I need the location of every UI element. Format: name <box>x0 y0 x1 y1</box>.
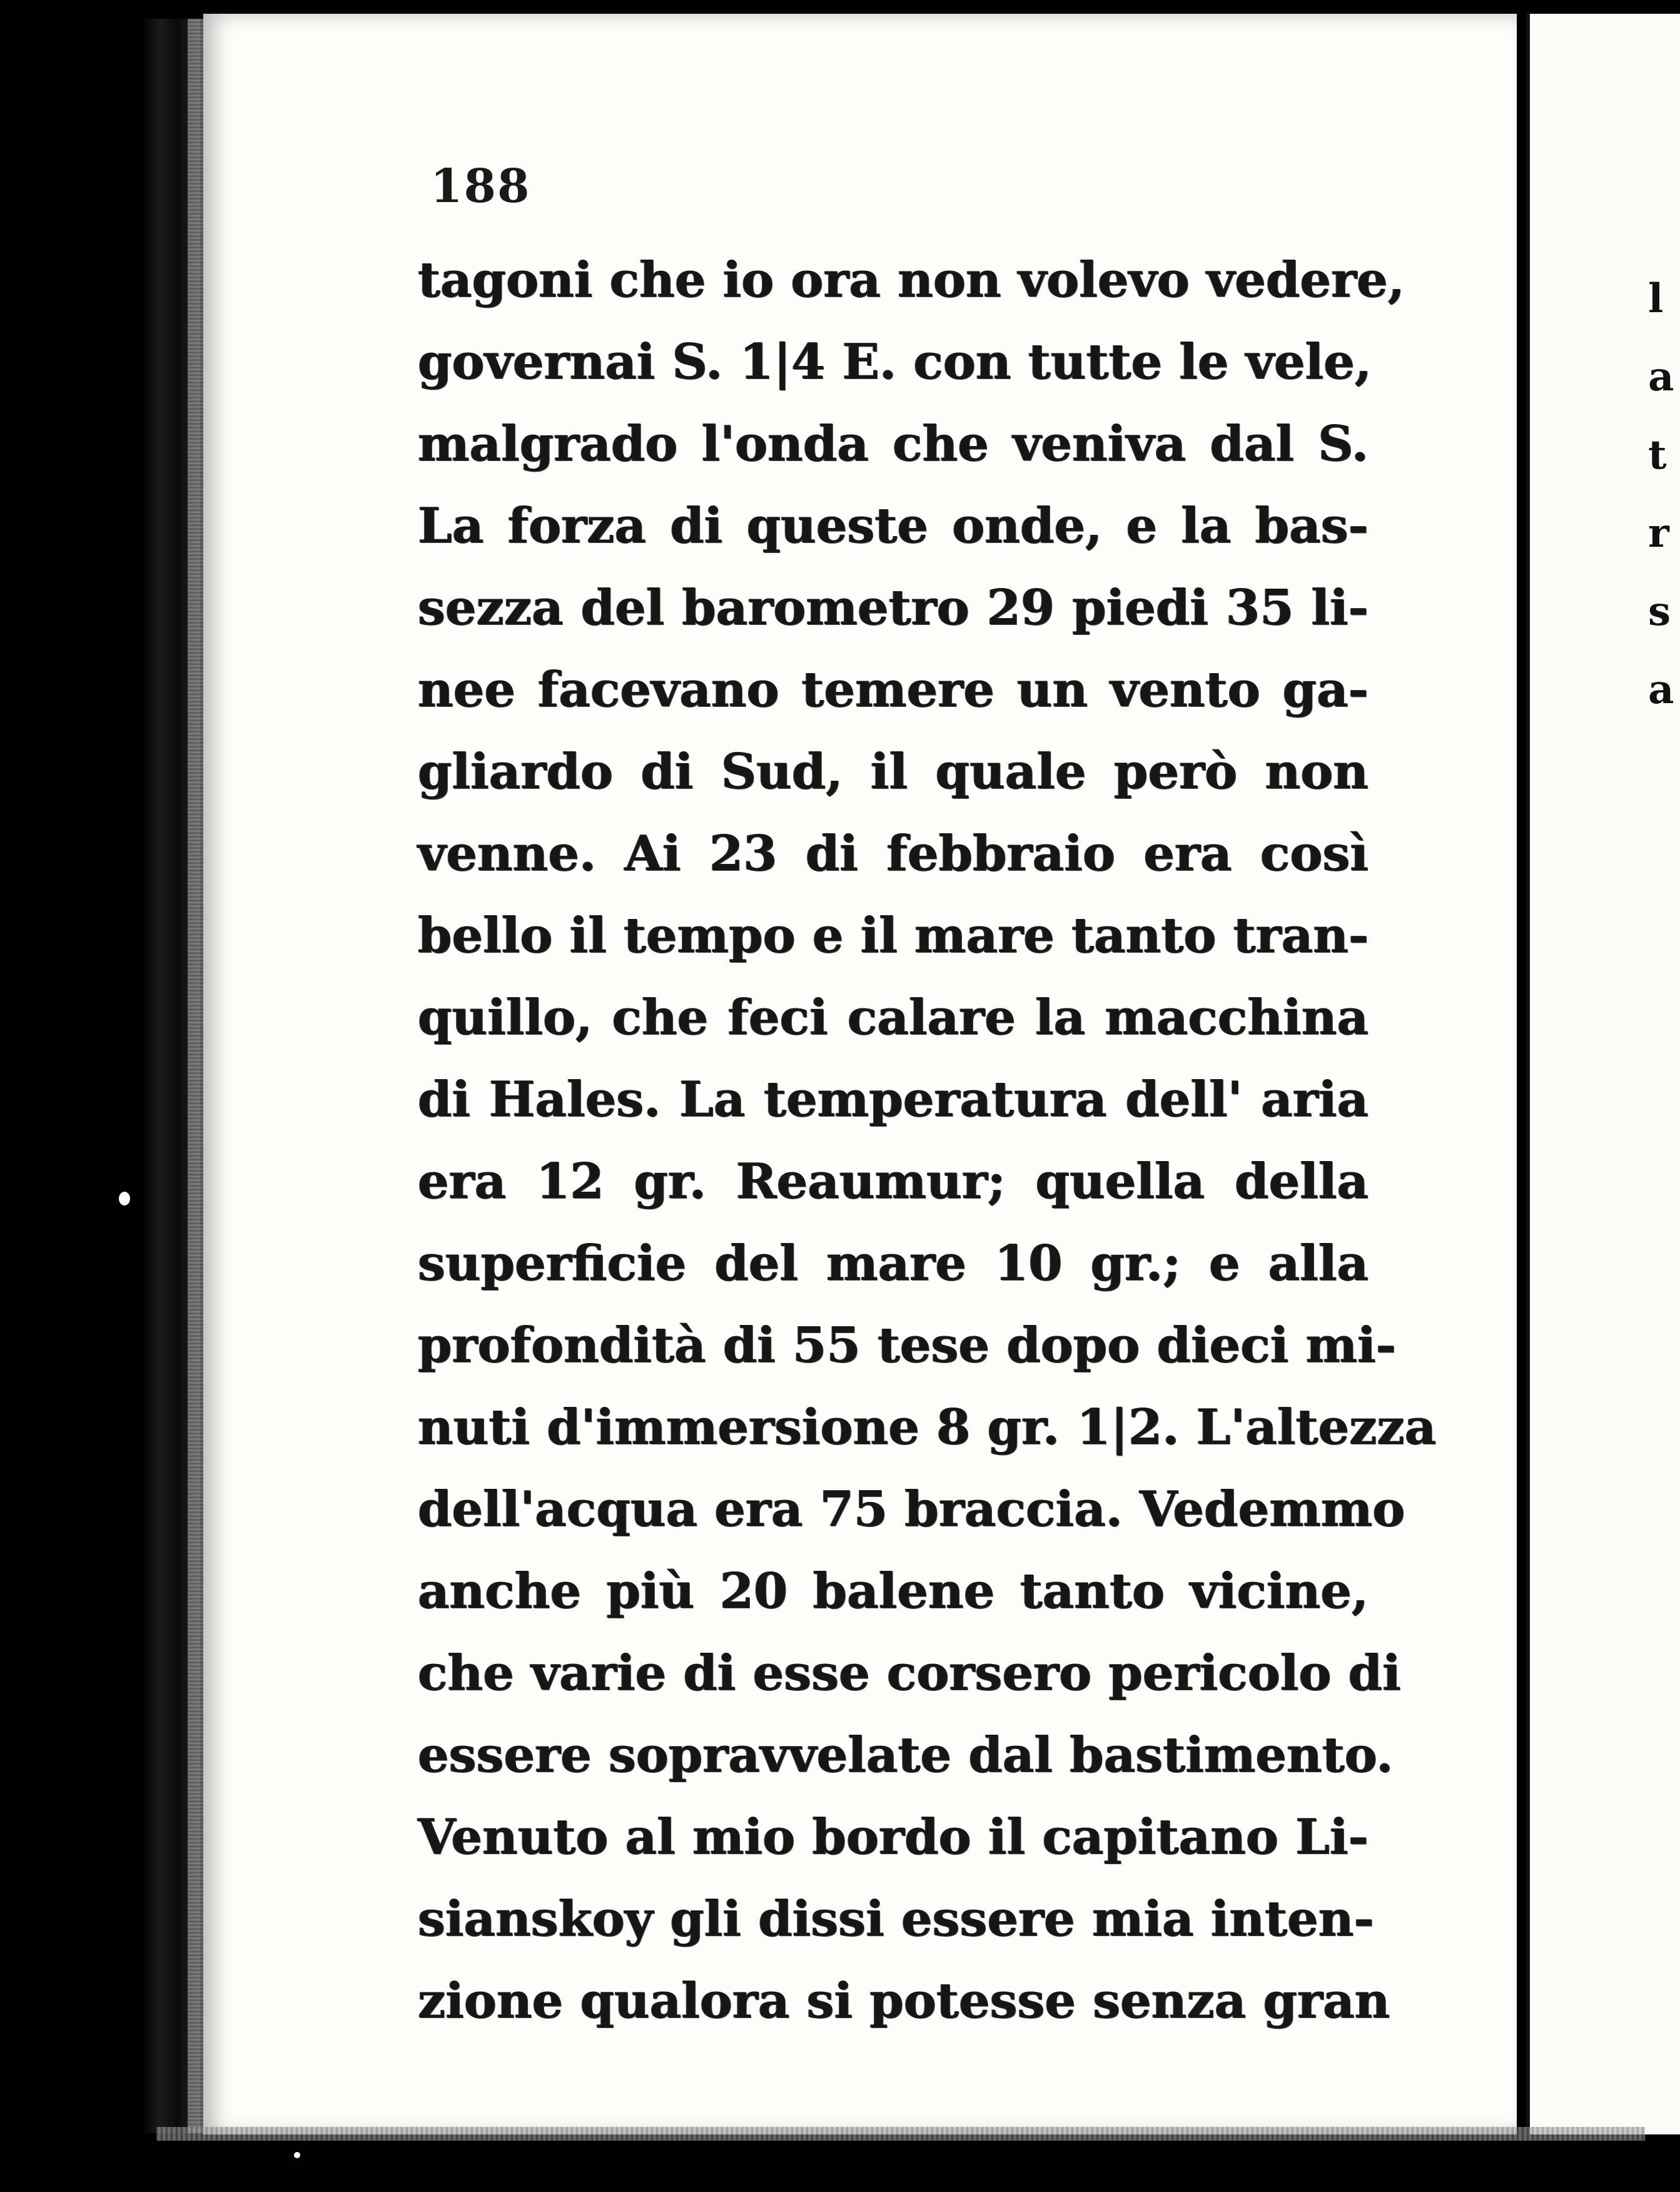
text-line: governai S. 1|4 E. con tutte le vele, <box>418 333 1372 390</box>
text-line: nee facevano temere un vento ga- <box>418 661 1369 718</box>
text-line: sezza del barometro 29 piedi 35 li- <box>418 579 1369 636</box>
text-line: nuti d'immersione 8 gr. 1|2. L'altezza <box>418 1399 1437 1456</box>
facing-page <box>1526 14 1680 2134</box>
text-line: La forza di queste onde, e la bas- <box>418 497 1369 554</box>
text-line: sianskoy gli dissi essere mia inten- <box>418 1890 1374 1947</box>
facing-page-letter: a <box>1648 666 1674 713</box>
facing-page-letter: s <box>1648 588 1671 635</box>
text-line: era 12 gr. Reaumur; quella della <box>418 1153 1369 1210</box>
text-line: gliardo di Sud, il quale però non <box>418 743 1369 800</box>
text-line: essere sopravvelate dal bastimento. <box>418 1727 1394 1784</box>
text-line: quillo, che feci calare la macchina <box>418 989 1369 1046</box>
text-line: Venuto al mio bordo il capitano Li- <box>418 1809 1369 1865</box>
text-line: bello il tempo e il mare tanto tran- <box>418 907 1369 964</box>
facing-page-letter: a <box>1648 353 1674 400</box>
text-line: venne. Ai 23 di febbraio era così <box>418 825 1369 882</box>
text-line: di Hales. La temperatura dell' aria <box>418 1071 1369 1128</box>
text-line: anche più 20 balene tanto vicine, <box>418 1563 1369 1620</box>
page-number: 188 <box>430 160 531 213</box>
text-line: dell'acqua era 75 braccia. Vedemmo <box>418 1481 1405 1538</box>
facing-page-letter: r <box>1648 510 1669 557</box>
page-stack-edge <box>188 19 204 2133</box>
facing-page-letter: t <box>1648 432 1667 479</box>
text-line: profondità di 55 tese dopo dieci mi- <box>418 1317 1397 1374</box>
page-text-block <box>418 239 1437 2042</box>
facing-page-letter: l <box>1648 275 1664 322</box>
text-line: zione qualora si potesse senza gran <box>418 1972 1390 2029</box>
text-line: tagoni che io ora non volevo vedere, <box>418 251 1405 308</box>
dust-speck <box>119 1192 130 1205</box>
page-bottom-edge <box>156 2127 1645 2141</box>
text-line: superficie del mare 10 gr.; e alla <box>418 1235 1369 1292</box>
text-line: malgrado l'onda che veniva dal S. <box>418 415 1369 472</box>
text-line: che varie di esse corsero pericolo di <box>418 1645 1401 1702</box>
dust-speck <box>294 2152 300 2158</box>
